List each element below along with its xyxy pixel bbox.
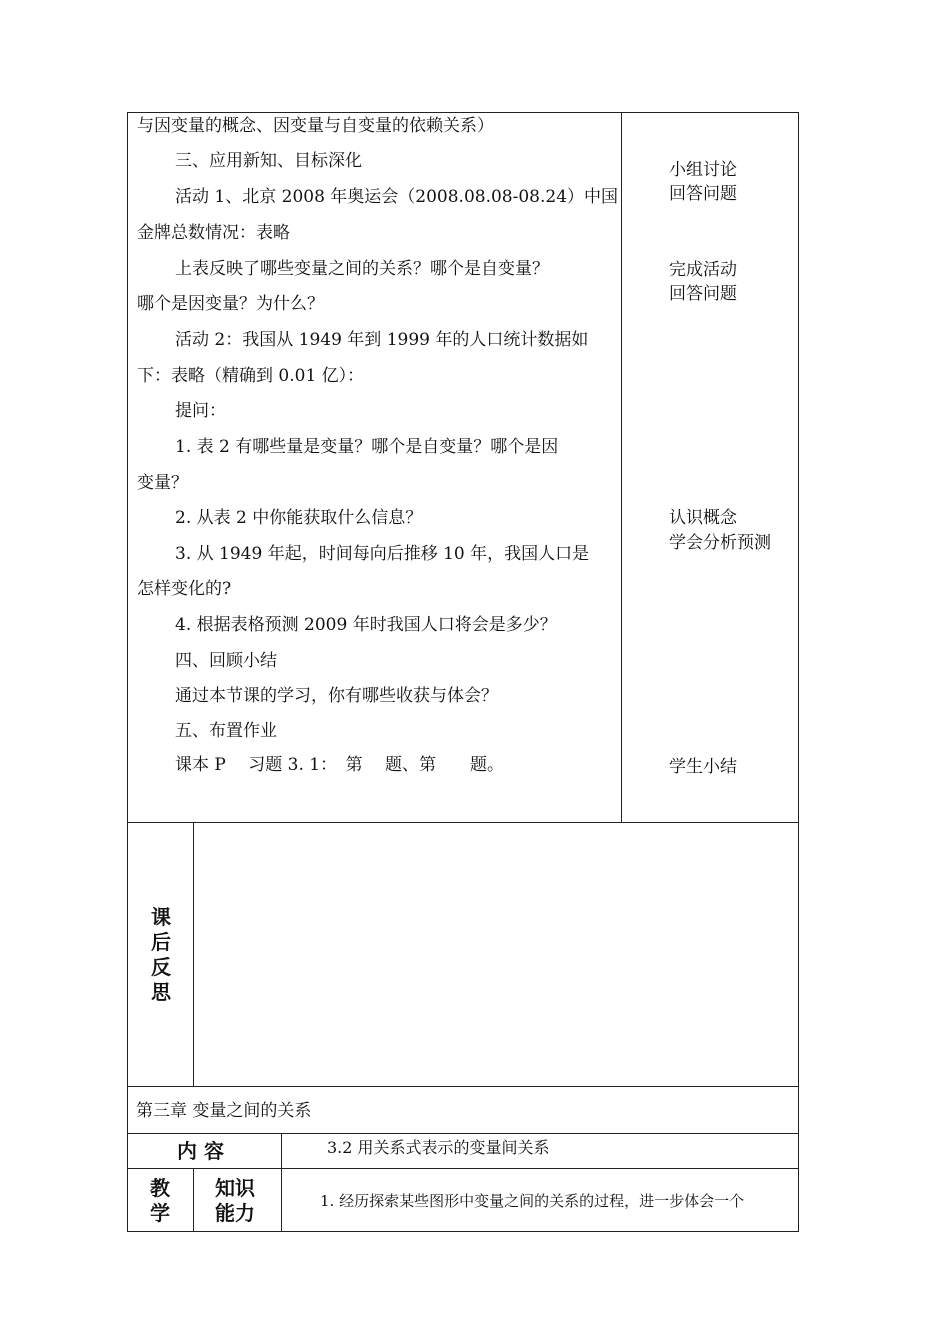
content-label-divider [281,1133,282,1232]
table-border-right [798,112,799,1232]
chapter-title: 第三章 变量之间的关系 [136,1101,312,1121]
main-line-16: 通过本节课的学习，你有哪些收获与体会？ [175,686,498,706]
row-divider-4 [127,1168,799,1169]
main-line-14: 4. 根据表格预测 2009 年时我国人口将会是多少？ [175,615,557,635]
teaching-label-b: 学 [150,1201,170,1225]
teaching-label-a: 教 [150,1176,170,1200]
reflection-char-0: 课 [151,905,171,929]
table-border-bottom [127,1231,799,1232]
row-divider-2 [127,1086,799,1087]
side-note-3: 回答问题 [669,284,737,304]
main-line-7: 下：表略（精确到 0.01 亿）： [137,366,365,386]
table-border-left [127,112,128,1232]
main-line-5: 哪个是因变量？为什么？ [137,294,324,314]
teaching-sub-a: 知识 [215,1176,255,1200]
side-column-divider [621,112,622,822]
reflection-label-divider [193,822,194,1086]
main-line-10: 变量？ [137,473,188,493]
reflection-char-2: 反 [151,955,171,979]
main-line-15: 四、回顾小结 [175,651,277,671]
main-line-11: 2. 从表 2 中你能获取什么信息？ [175,508,423,528]
reflection-char-1: 后 [151,930,171,954]
teaching-sub-b: 能力 [215,1201,255,1225]
side-note-5: 学会分析预测 [669,533,771,553]
main-line-17: 五、布置作业 [175,721,277,741]
main-line-2: 活动 1、北京 2008 年奥运会（2008.08.08-08.24）中国 [175,187,619,207]
row-divider-3 [127,1133,799,1134]
main-line-12: 3. 从 1949 年起，时间每向后推移 10 年，我国人口是 [175,544,590,564]
reflection-char-3: 思 [151,980,171,1004]
row-divider-1 [127,822,799,823]
content-label: 内 容 [177,1139,224,1163]
teaching-label-divider [193,1168,194,1232]
main-line-3: 金牌总数情况：表略 [137,223,290,243]
reflection-label [148,905,174,1005]
main-line-18: 课本 P 习题 3. 1： 第 题、第 题。 [175,755,504,775]
main-line-4: 上表反映了哪些变量之间的关系？哪个是自变量？ [175,259,549,279]
teaching-text: 1. 经历探索某些图形中变量之间的关系的过程，进一步体会一个 [320,1192,745,1210]
table-border-top [127,112,799,113]
main-line-9: 1. 表 2 有哪些量是变量？哪个是自变量？哪个是因 [175,437,559,457]
side-note-6: 学生小结 [669,757,737,777]
main-line-1: 三、应用新知、目标深化 [175,151,362,171]
content-value: 3.2 用关系式表示的变量间关系 [327,1138,550,1157]
side-note-1: 回答问题 [669,184,737,204]
main-line-6: 活动 2：我国从 1949 年到 1999 年的人口统计数据如 [175,330,589,350]
side-note-2: 完成活动 [669,260,737,280]
side-note-4: 认识概念 [669,508,737,528]
main-line-13: 怎样变化的? [137,579,232,599]
main-line-0: 与因变量的概念、因变量与自变量的依赖关系） [137,116,494,136]
main-line-8: 提问： [175,401,226,421]
side-note-0: 小组讨论 [669,160,737,180]
